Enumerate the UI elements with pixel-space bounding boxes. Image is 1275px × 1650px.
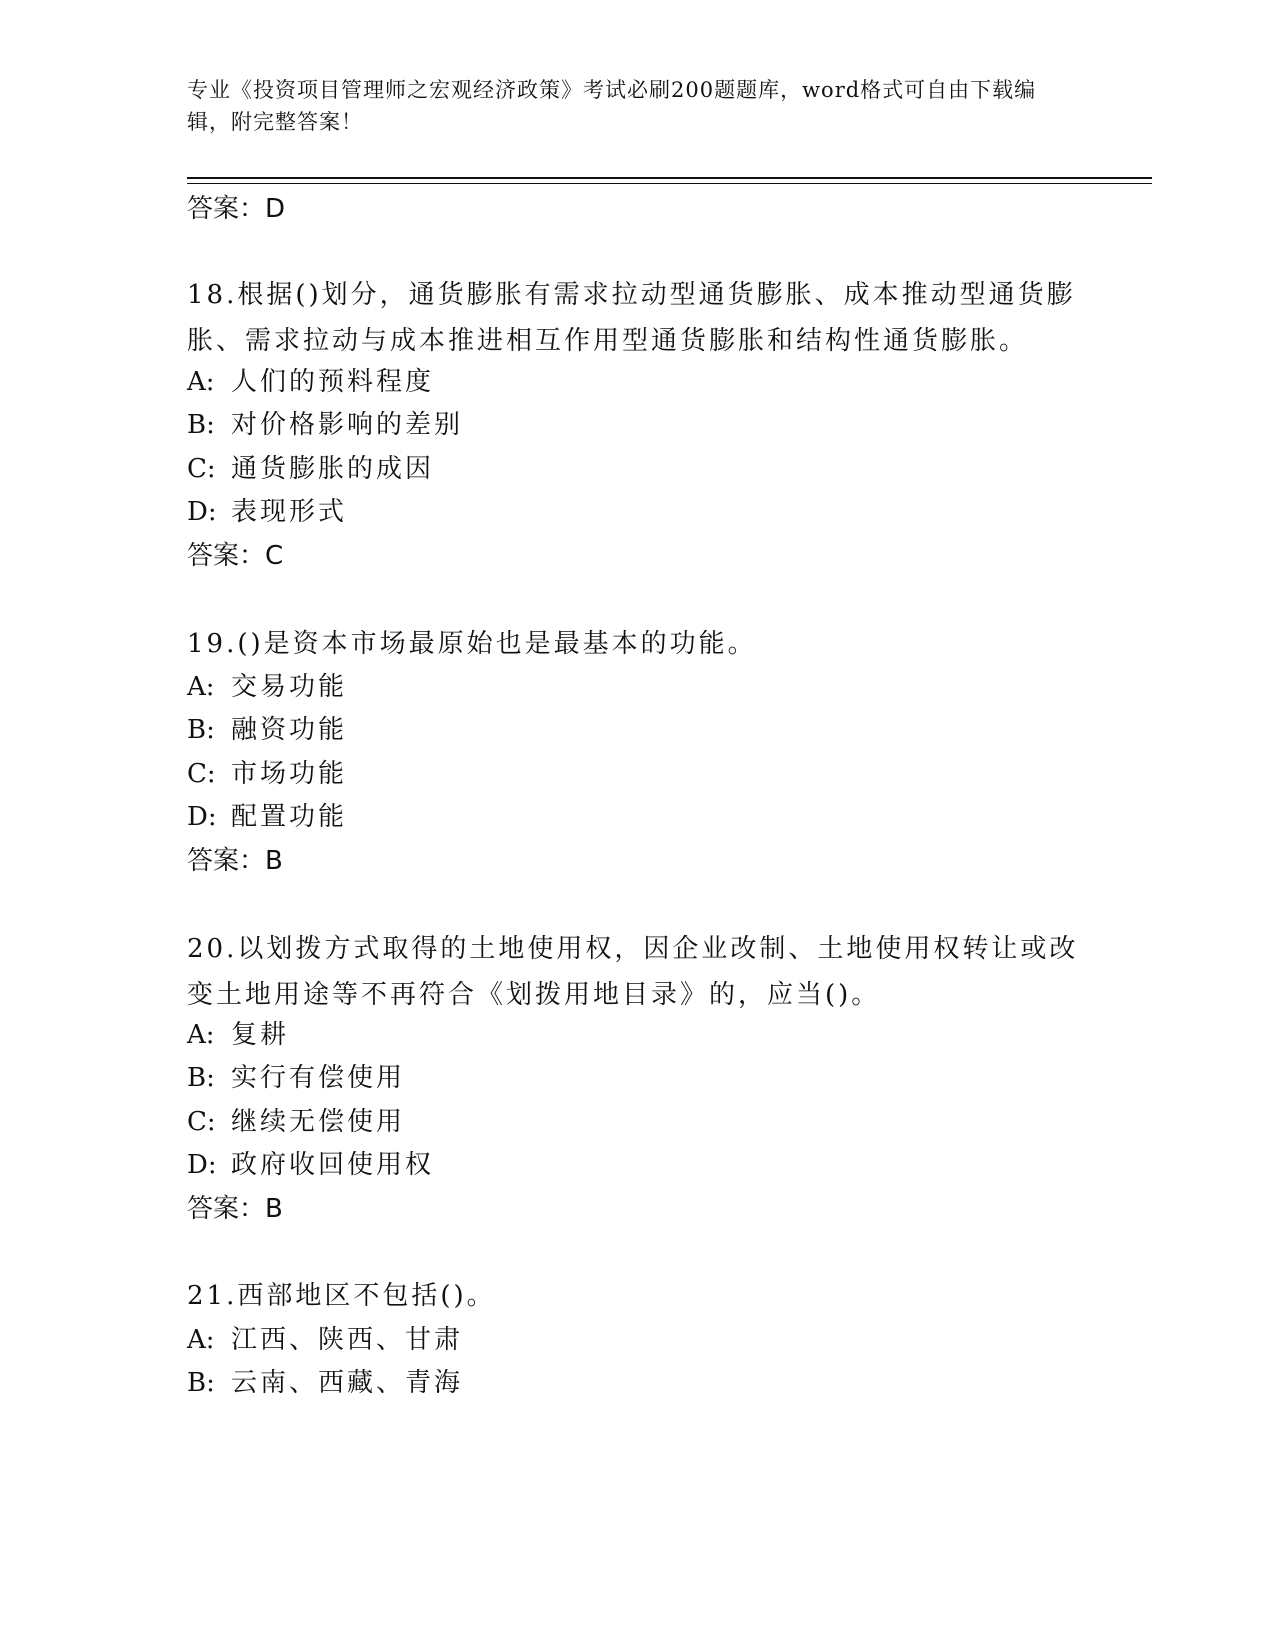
option-letter: B: [187, 410, 215, 440]
option-text: 融资功能 [231, 715, 348, 745]
option-text: 复耕 [231, 1020, 290, 1050]
option-letter: B: [187, 1368, 215, 1398]
question-18-option-c [187, 446, 434, 492]
option-text: 人们的预料程度 [231, 367, 435, 397]
option-text: 配置功能 [231, 802, 348, 832]
option-text: 继续无偿使用 [231, 1107, 406, 1137]
option-letter: A: [187, 367, 215, 397]
option-text: 江西、陕西、甘肃 [231, 1325, 464, 1355]
option-text: 市场功能 [231, 759, 348, 789]
document-header: 专业《投资项目管理师之宏观经济政策》考试必刷200题题库，word格式可自由下载编辑，附完整答案！ [187, 78, 1037, 134]
option-text: 实行有偿使用 [231, 1063, 406, 1093]
header-divider-thin [187, 183, 1152, 184]
question-21-option-a [187, 1317, 463, 1363]
option-letter: D: [187, 802, 217, 832]
question-18-stem: 18.根据()划分，通货膨胀有需求拉动型通货膨胀、成本推动型通货膨胀、需求拉动与成本推进相互作用型通货膨胀和结构性通货膨胀。 [187, 280, 1076, 356]
option-letter: A: [187, 1325, 215, 1355]
question-18-option-d [187, 489, 347, 535]
question-19-stem: 19.()是资本市场最原始也是最基本的功能。 [187, 629, 757, 659]
option-text: 通货膨胀的成因 [231, 454, 435, 484]
question-18-option-a [187, 359, 434, 405]
question-19-answer: 答案：B [187, 846, 283, 876]
question-19-option-b [187, 707, 347, 753]
question-19-option-a [187, 664, 347, 710]
question-19-option-d [187, 794, 347, 840]
question-20-option-b [187, 1055, 405, 1101]
header-divider-thick [187, 177, 1152, 179]
question-20-option-c [187, 1099, 405, 1145]
option-text: 交易功能 [231, 672, 348, 702]
question-21-option-b [187, 1360, 463, 1406]
previous-answer: 答案：D [187, 194, 286, 224]
option-letter: C: [187, 1107, 216, 1137]
option-letter: C: [187, 454, 216, 484]
option-letter: D: [187, 497, 217, 527]
option-letter: B: [187, 1063, 215, 1093]
option-text: 对价格影响的差别 [231, 410, 464, 440]
question-20-stem: 20.以划拨方式取得的土地使用权，因企业改制、土地使用权转让或改变土地用途等不再符合《划拨用地目录》的，应当()。 [187, 934, 1079, 1010]
question-18-option-b [187, 402, 463, 448]
option-text: 表现形式 [231, 497, 348, 527]
question-20-answer: 答案：B [187, 1194, 283, 1224]
option-letter: C: [187, 759, 216, 789]
option-letter: B: [187, 715, 215, 745]
question-19-option-c [187, 751, 347, 797]
question-18-answer: 答案：C [187, 541, 284, 571]
option-letter: D: [187, 1150, 217, 1180]
option-text: 政府收回使用权 [231, 1150, 435, 1180]
option-letter: A: [187, 1020, 215, 1050]
question-20-option-d [187, 1142, 434, 1188]
question-20-option-a [187, 1012, 289, 1058]
option-letter: A: [187, 672, 215, 702]
question-21-stem: 21.西部地区不包括()。 [187, 1281, 496, 1311]
option-text: 云南、西藏、青海 [231, 1368, 464, 1398]
